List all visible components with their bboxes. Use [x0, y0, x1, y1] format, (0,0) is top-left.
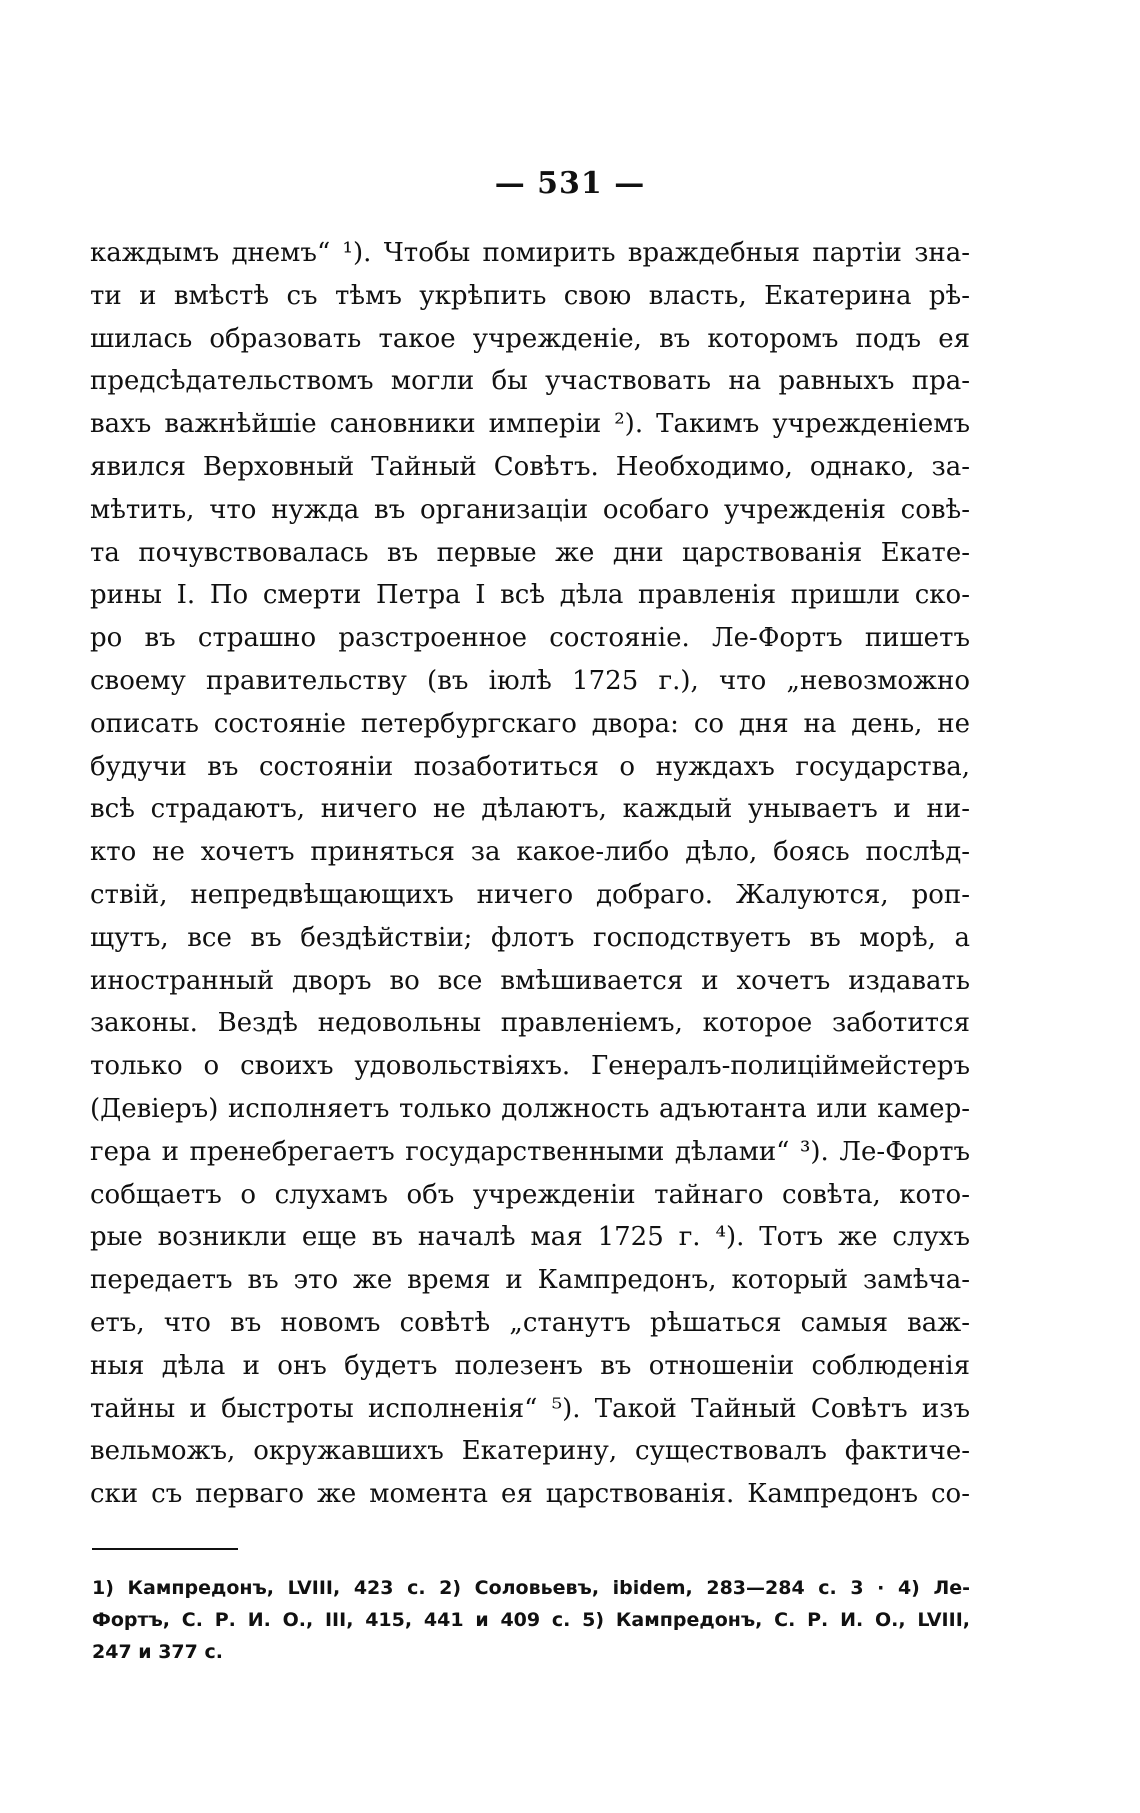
- text-line: ныя дѣла и онъ будетъ полезенъ въ отношеніи соблюденія: [90, 1350, 970, 1381]
- text-line: (Девіеръ) исполняетъ только должность адъютанта или камер-: [90, 1093, 970, 1124]
- footnote-line: Фортъ, С. Р. И. О., III, 415, 441 и 409 с. 5) Кампредонъ, С. Р. И. О., LVIII,: [92, 1609, 970, 1631]
- text-line: тайны и быстроты исполненія“ ⁵). Такой Тайный Совѣтъ изъ: [90, 1393, 970, 1424]
- text-line: рины I. По смерти Петра I всѣ дѣла правленія пришли ско-: [90, 580, 970, 611]
- text-line: щутъ, все въ бездѣйствіи; флотъ господствуетъ въ морѣ, а: [90, 922, 970, 953]
- text-line: иностранный дворъ во все вмѣшивается и хочетъ издавать: [90, 965, 970, 996]
- footnotes-block: [92, 1572, 970, 1668]
- text-line: передаетъ въ это же время и Кампредонъ, который замѣча-: [90, 1265, 970, 1296]
- text-line: законы. Вездѣ недовольны правленіемъ, которое заботится: [90, 1008, 970, 1039]
- text-line: своему правительству (въ іюлѣ 1725 г.), что „невозможно: [90, 665, 970, 696]
- text-line: будучи въ состояніи позаботиться о нуждахъ государства,: [90, 751, 970, 782]
- text-line: каждымъ днемъ“ ¹). Чтобы помирить враждебныя партіи зна-: [90, 238, 970, 268]
- text-line: гера и пренебрегаетъ государственными дѣлами“ ³). Ле-Фортъ: [90, 1136, 970, 1167]
- text-line: всѣ страдаютъ, ничего не дѣлаютъ, каждый унываетъ и ни-: [90, 794, 970, 825]
- footnote-line: 247 и 377 с.: [92, 1641, 223, 1663]
- footnote-divider: [92, 1548, 238, 1550]
- text-line: вахъ важнѣйшіе сановники имперіи ²). Такимъ учрежденіемъ: [90, 409, 970, 440]
- text-line: ти и вмѣстѣ съ тѣмъ укрѣпить свою власть, Екатерина рѣ-: [90, 280, 970, 311]
- page-number: — 531 —: [494, 166, 646, 201]
- text-line: описать состояніе петербургскаго двора: со дня на день, не: [90, 708, 970, 739]
- text-line: явился Верховный Тайный Совѣтъ. Необходимо, однако, за-: [90, 451, 970, 482]
- text-line: кто не хочетъ приняться за какое-либо дѣло, боясь послѣд-: [90, 837, 970, 868]
- text-line: только о своихъ удовольствіяхъ. Генералъ-полиціймейстеръ: [90, 1051, 970, 1082]
- text-line: ствій, непредвѣщающихъ ничего добраго. Жалуются, роп-: [90, 879, 970, 910]
- text-line: ро въ страшно разстроенное состояніе. Ле-Фортъ пишетъ: [90, 623, 970, 654]
- text-line: собщаетъ о слухамъ объ учрежденіи тайнаго совѣта, кото-: [90, 1179, 970, 1210]
- text-line: рые возникли еще въ началѣ мая 1725 г. ⁴). Тотъ же слухъ: [90, 1222, 970, 1253]
- text-line: етъ, что въ новомъ совѣтѣ „станутъ рѣшаться самыя важ-: [90, 1307, 970, 1338]
- text-line: мѣтить, что нужда въ организаціи особаго учрежденія совѣ-: [90, 494, 970, 525]
- text-line: шилась образовать такое учрежденіе, въ которомъ подъ ея: [90, 323, 970, 354]
- footnote-line: 1) Кампредонъ, LVIII, 423 с. 2) Соловьевъ, ibidem, 283—284 с. 3 · 4) Ле-: [92, 1577, 970, 1599]
- text-line: ски съ перваго же момента ея царствованія. Кампредонъ со-: [90, 1479, 970, 1510]
- text-line: та почувствовалась въ первые же дни царствованія Екате-: [90, 537, 970, 568]
- main-text-block: [90, 232, 970, 1516]
- text-line: предсѣдательствомъ могли бы участвовать на равныхъ пра-: [90, 366, 970, 397]
- text-line: вельможъ, окружавшихъ Екатерину, существовалъ фактиче-: [90, 1436, 970, 1467]
